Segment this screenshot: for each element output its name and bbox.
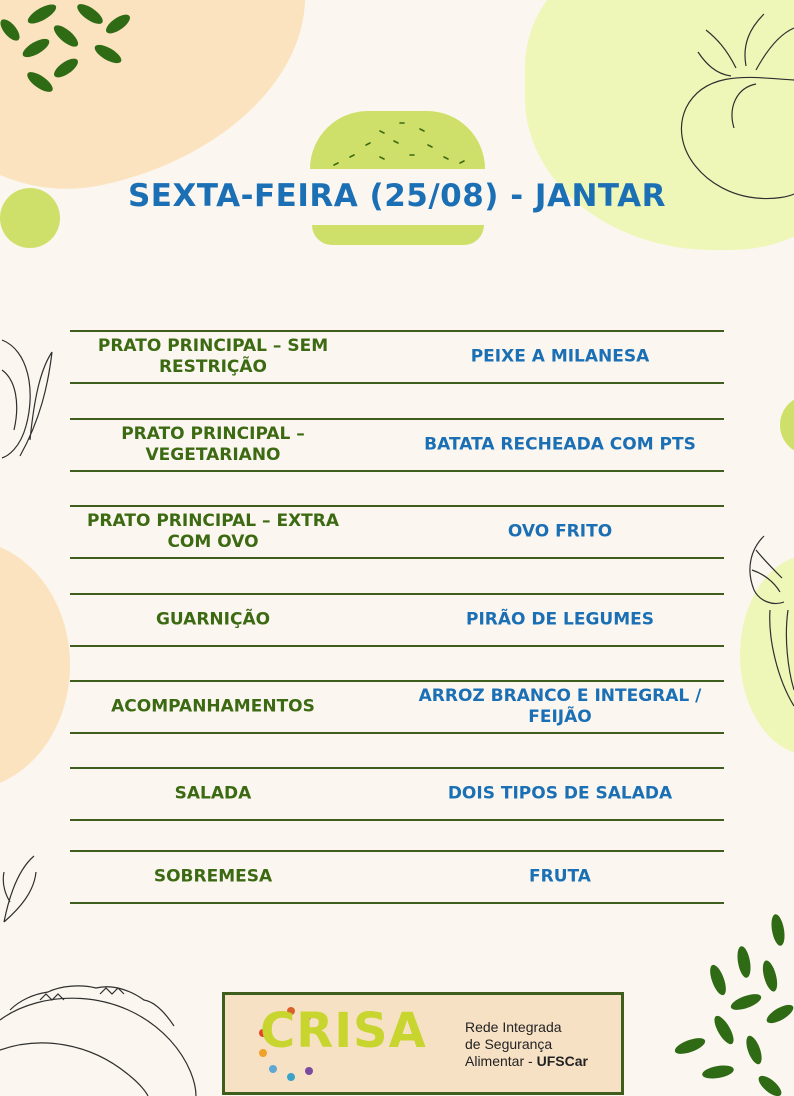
menu-value: DOIS TIPOS DE SALADA: [447, 783, 673, 804]
menu-label: PRATO PRINCIPAL – EXTRA COM OVO: [86, 511, 340, 552]
tagline-line: [465, 1053, 615, 1070]
background-blob-peach: [0, 540, 70, 790]
crisa-wordmark: CRISA: [260, 1003, 427, 1059]
menu-label: GUARNIÇÃO: [155, 609, 271, 630]
menu-value: OVO FRITO: [507, 521, 613, 542]
leaf-cluster-icon: [670, 910, 794, 1096]
page-title: SEXTA-FEIRA (25/08) - JANTAR: [127, 178, 666, 214]
decorative-dot: [780, 395, 794, 455]
menu-value: PEIXE A MILANESA: [470, 346, 650, 367]
menu-value: FRUTA: [529, 866, 591, 887]
menu-row: [70, 680, 724, 734]
taco-illustration: [0, 980, 210, 1096]
menu-label: PRATO PRINCIPAL – VEGETARIANO: [121, 424, 305, 465]
menu-value: BATATA RECHEADA COM PTS: [424, 434, 696, 455]
menu-row: [70, 850, 724, 904]
menu-label: PRATO PRINCIPAL – SEM RESTRIÇÃO: [97, 336, 329, 377]
tomato-illustration: [676, 8, 794, 203]
tagline-line: Rede Integrada: [465, 1019, 562, 1035]
menu-label: ACOMPANHAMENTOS: [111, 696, 315, 717]
menu-row: [70, 505, 724, 559]
radish-illustration: [744, 530, 794, 710]
menu-label: SALADA: [174, 783, 252, 804]
menu-value: PIRÃO DE LEGUMES: [465, 609, 655, 630]
tagline-line: de Segurança: [465, 1036, 553, 1052]
sesame-seeds: [310, 111, 485, 169]
menu-row: [70, 593, 724, 647]
lettuce-illustration: [0, 330, 56, 460]
burger-bun-bottom: [312, 225, 484, 245]
leaf-cluster-icon: [0, 0, 140, 100]
lettuce-illustration: [0, 852, 40, 932]
tagline-institution: UFSCar: [536, 1053, 588, 1069]
crisa-logo: [222, 992, 624, 1095]
crisa-tagline: [465, 1019, 615, 1070]
menu-row: [70, 418, 724, 472]
menu-value: ARROZ BRANCO E INTEGRAL / FEIJÃO: [418, 686, 702, 727]
menu-row: [70, 767, 724, 821]
menu-row: [70, 330, 724, 384]
tagline-prefix: Alimentar -: [465, 1053, 537, 1069]
menu-label: SOBREMESA: [153, 866, 273, 887]
